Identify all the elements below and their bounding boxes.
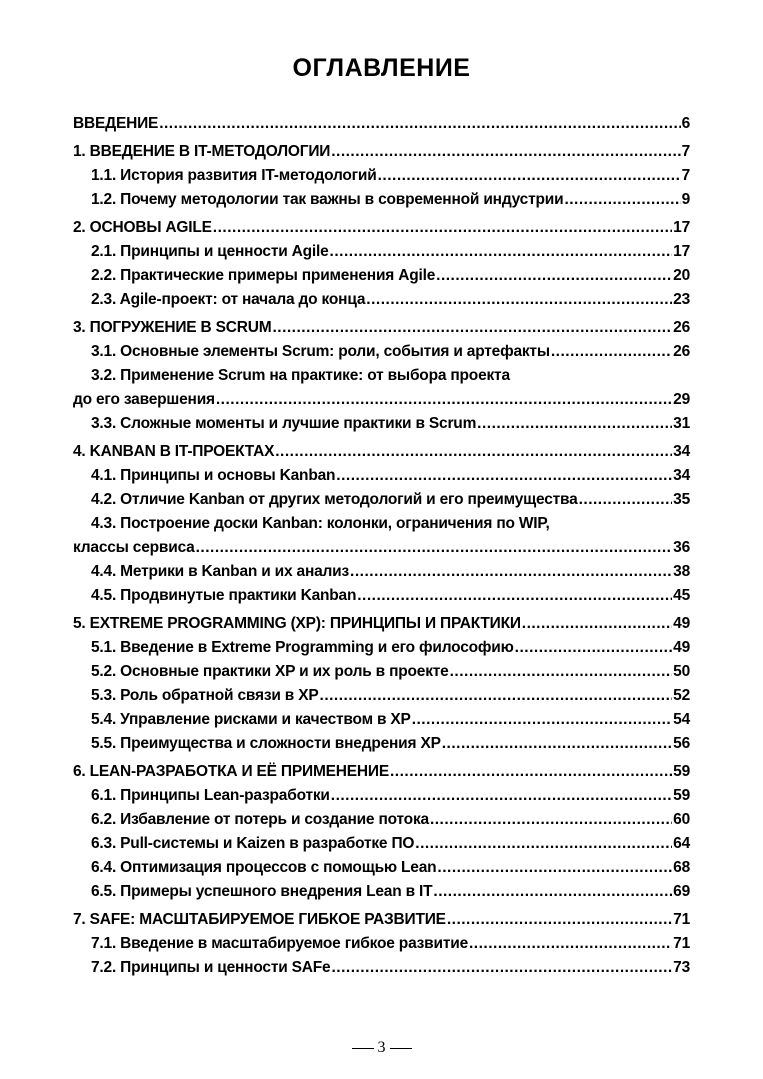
toc-entry-text: 6.5. Примеры успешного внедрения Lean в IT [91,883,433,900]
toc-entry-text: 1.2. Почему методологии так важны в современной индустрии [91,191,564,208]
toc-entry-page: 31 [673,415,690,432]
dot-leader [579,488,673,512]
toc-group-chapter-4 [73,440,690,608]
dot-leader [433,880,672,904]
dot-leader [320,684,673,708]
toc-entry-page: 20 [673,267,690,284]
dot-leader [275,440,672,464]
toc-entry-page: 54 [673,711,690,728]
toc-entry-page: 49 [673,615,690,632]
toc-entry-text: 6.2. Избавление от потерь и создание потока [91,811,429,828]
toc-entry-page: 34 [673,443,690,460]
toc-entry-4-2 [73,488,690,512]
dot-leader [390,760,672,784]
page-title: ОГЛАВЛЕНИЕ [292,54,471,82]
toc-entry-6-4 [73,856,690,880]
toc-entry-page: 9 [681,191,690,208]
page-footer [0,1039,763,1057]
toc-entry-text: 5.2. Основные практики XP и их роль в проекте [91,663,449,680]
toc-entry-6-1 [73,784,690,808]
toc-entry-5-3 [73,684,690,708]
toc-entry-text: 5.1. Введение в Extreme Programming и его философию [91,639,514,656]
toc-entry-page: 56 [673,735,690,752]
dot-leader [331,784,672,808]
dot-leader [437,856,672,880]
toc-entry-chapter-7 [73,908,690,932]
toc-entry-1-2 [73,188,690,212]
toc-entry-page: 71 [673,911,690,928]
dot-leader [412,708,672,732]
toc-entry-text: 1. ВВЕДЕНИЕ В IT-МЕТОДОЛОГИИ [73,143,331,160]
toc-entry-text: 3.3. Сложные моменты и лучшие практики в Scrum [91,415,477,432]
toc-entry-page: 64 [673,835,690,852]
toc-entry-text: 2. ОСНОВЫ AGILE [73,219,212,236]
toc-group-chapter-3 [73,316,690,436]
toc-entry-text: 6. LEAN-РАЗРАБОТКА И ЕЁ ПРИМЕНЕНИЕ [73,763,389,780]
toc-entry-4-4 [73,560,690,584]
dot-leader [447,908,672,932]
toc-entry-1-1 [73,164,690,188]
toc-entry-6-3 [73,832,690,856]
dot-leader [564,188,680,212]
toc-entry-intro [73,112,690,136]
dot-leader [442,732,672,756]
toc-entry-text: 6.4. Оптимизация процессов с помощью Lean [91,859,437,876]
dot-leader [430,808,672,832]
toc-entry-page: 45 [673,587,690,604]
dot-leader [331,956,672,980]
toc-entry-page: 7 [681,143,690,160]
table-of-contents [73,112,690,984]
dot-leader [551,340,672,364]
toc-entry-5-2 [73,660,690,684]
toc-entry-page: 71 [673,935,690,952]
dot-leader [159,112,680,136]
toc-entry-4-3 [73,536,690,560]
toc-entry-page: 17 [673,219,690,236]
dot-leader [469,932,672,956]
toc-entry-page: 26 [673,343,690,360]
toc-entry-text: 1.1. История развития IT-методологий [91,167,377,184]
toc-entry-page: 29 [673,391,690,408]
toc-entry-text: 3.1. Основные элементы Scrum: роли, события и артефакты [91,343,550,360]
toc-entry-3-2-line-1: 3.2. Применение Scrum на практике: от выбора проекта [91,367,510,384]
toc-entry-chapter-3 [73,316,690,340]
toc-entry-chapter-4 [73,440,690,464]
toc-entry-text: 7.2. Принципы и ценности SAFe [91,959,331,976]
toc-entry-page: 7 [681,167,690,184]
toc-entry-text: ВВЕДЕНИЕ [73,115,159,132]
toc-entry-chapter-6 [73,760,690,784]
toc-entry-text: 5.3. Роль обратной связи в XP [91,687,319,704]
dot-leader [378,164,681,188]
toc-entry-page: 6 [681,115,690,132]
toc-entry-text: 4.5. Продвинутые практики Kanban [91,587,357,604]
toc-entry-page: 35 [673,491,690,508]
toc-entry-text: 6.1. Принципы Lean-разработки [91,787,330,804]
toc-entry-7-2 [73,956,690,980]
toc-entry-page: 23 [673,291,690,308]
toc-entry-chapter-1 [73,140,690,164]
toc-entry-5-1 [73,636,690,660]
dot-leader [522,612,672,636]
toc-entry-page: 68 [673,859,690,876]
toc-entry-chapter-2 [73,216,690,240]
toc-entry-page: 50 [673,663,690,680]
toc-entry-3-3 [73,412,690,436]
dot-leader [515,636,672,660]
toc-entry-text: 4.4. Метрики в Kanban и их анализ [91,563,350,580]
toc-entry-text: до его завершения [73,391,215,408]
toc-entry-text: 4.2. Отличие Kanban от других методологий и его преимущества [91,491,578,508]
toc-group-chapter-1 [73,140,690,212]
toc-entry-text: 6.3. Pull-системы и Kaizen в разработке ПО [91,835,415,852]
dot-leader [357,584,672,608]
toc-entry-chapter-5 [73,612,690,636]
dot-leader [213,216,672,240]
toc-entry-page: 17 [673,243,690,260]
toc-group-chapter-5 [73,612,690,756]
toc-entry-text: 2.1. Принципы и ценности Agile [91,243,329,260]
toc-entry-4-1 [73,464,690,488]
toc-entry-text: 7.1. Введение в масштабируемое гибкое развитие [91,935,468,952]
toc-entry-2-3 [73,288,690,312]
dot-leader [336,464,672,488]
dot-leader [366,288,672,312]
toc-entry-page: 69 [673,883,690,900]
toc-entry-page: 26 [673,319,690,336]
toc-entry-2-2 [73,264,690,288]
toc-entry-page: 59 [673,763,690,780]
page-number: 3 [377,1039,386,1056]
toc-entry-text: 5. EXTREME PROGRAMMING (XP): ПРИНЦИПЫ И ПРАКТИКИ [73,615,521,632]
toc-entry-page: 34 [673,467,690,484]
toc-entry-5-5 [73,732,690,756]
toc-entry-3-2 [73,388,690,412]
toc-entry-page: 36 [673,539,690,556]
toc-group-chapter-7 [73,908,690,980]
toc-entry-6-5 [73,880,690,904]
toc-entry-3-1 [73,340,690,364]
footer-dash-right [390,1048,412,1049]
toc-entry-text: 4.1. Принципы и основы Kanban [91,467,336,484]
dot-leader [272,316,672,340]
toc-entry-text: 4. KANBAN В IT-ПРОЕКТАХ [73,443,275,460]
toc-entry-4-3-line-1: 4.3. Построение доски Kanban: колонки, ограничения по WIP, [91,515,550,532]
dot-leader [350,560,672,584]
footer-dash-left [352,1048,374,1049]
toc-entry-text: 5.5. Преимущества и сложности внедрения XP [91,735,441,752]
toc-entry-page: 52 [673,687,690,704]
dot-leader [330,240,673,264]
toc-entry-6-2 [73,808,690,832]
toc-entry-5-4 [73,708,690,732]
dot-leader [196,536,673,560]
toc-entry-text: 2.2. Практические примеры применения Agile [91,267,436,284]
toc-entry-page: 73 [673,959,690,976]
dot-leader [477,412,672,436]
toc-group-intro [73,112,690,136]
dot-leader [216,388,672,412]
toc-entry-page: 49 [673,639,690,656]
toc-entry-page: 59 [673,787,690,804]
dot-leader [415,832,672,856]
toc-entry-text: 7. SAFE: МАСШТАБИРУЕМОЕ ГИБКОЕ РАЗВИТИЕ [73,911,446,928]
toc-entry-text: 2.3. Agile-проект: от начала до конца [91,291,366,308]
dot-leader [436,264,672,288]
toc-entry-text: 3. ПОГРУЖЕНИЕ В SCRUM [73,319,272,336]
toc-entry-4-5 [73,584,690,608]
toc-group-chapter-2 [73,216,690,312]
toc-entry-page: 60 [673,811,690,828]
toc-group-chapter-6 [73,760,690,904]
dot-leader [450,660,673,684]
toc-entry-text: классы сервиса [73,539,195,556]
toc-entry-2-1 [73,240,690,264]
toc-entry-7-1 [73,932,690,956]
dot-leader [331,140,680,164]
toc-entry-page: 38 [673,563,690,580]
toc-entry-text: 5.4. Управление рисками и качеством в XP [91,711,411,728]
